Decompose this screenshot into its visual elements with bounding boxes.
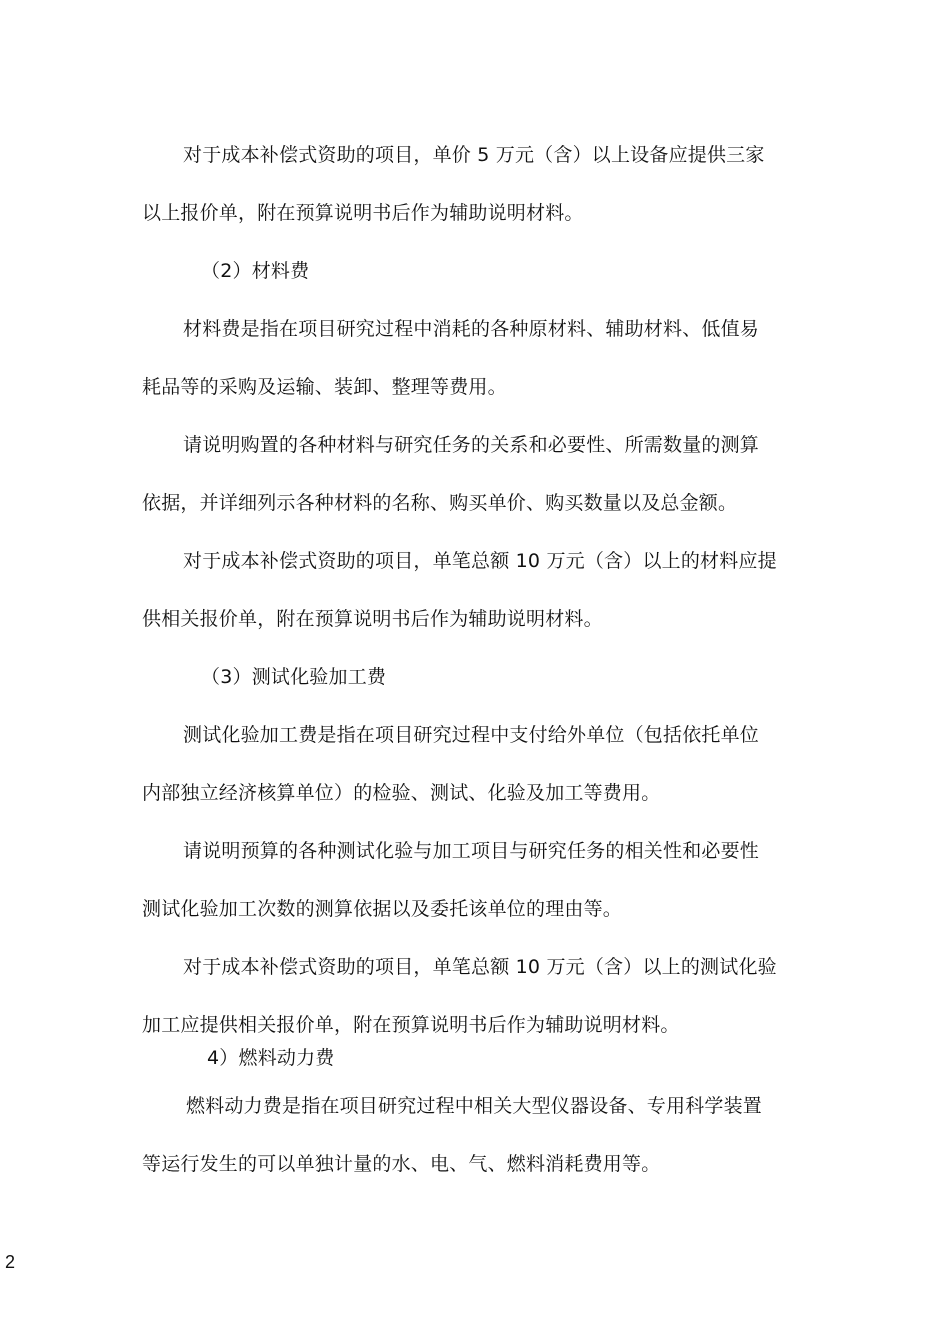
- body-line-4: 材料费是指在项目研究过程中消耗的各种原材料、辅助材料、低值易: [183, 318, 760, 340]
- body-line-1: 对于成本补偿式资助的项目，单价 5 万元（含）以上设备应提供三家: [183, 144, 765, 166]
- body-line-15: 对于成本补偿式资助的项目，单笔总额 10 万元（含）以上的测试化验: [183, 956, 777, 978]
- body-line-8: 对于成本补偿式资助的项目，单笔总额 10 万元（含）以上的材料应提: [183, 550, 777, 572]
- body-line-6: 请说明购置的各种材料与研究任务的关系和必要性、所需数量的测算: [183, 434, 760, 456]
- body-line-16: 加工应提供相关报价单，附在预算说明书后作为辅助说明材料。: [142, 1014, 680, 1036]
- body-line-7: 依据，并详细列示各种材料的名称、购买单价、购买数量以及总金额。: [142, 492, 738, 514]
- body-line-19: 等运行发生的可以单独计量的水、电、气、燃料消耗费用等。: [142, 1153, 661, 1175]
- section-heading-fuel-power: 4）燃料动力费: [207, 1047, 335, 1069]
- body-line-9: 供相关报价单，附在预算说明书后作为辅助说明材料。: [142, 608, 603, 630]
- body-line-13: 请说明预算的各种测试化验与加工项目与研究任务的相关性和必要性: [183, 840, 760, 862]
- section-heading-testing: （3）测试化验加工费: [201, 666, 387, 688]
- page-number: 2: [5, 1252, 16, 1272]
- body-line-2: 以上报价单，附在预算说明书后作为辅助说明材料。: [142, 202, 584, 224]
- body-line-14: 测试化验加工次数的测算依据以及委托该单位的理由等。: [142, 898, 623, 920]
- body-line-11: 测试化验加工费是指在项目研究过程中支付给外单位（包括依托单位: [183, 724, 760, 746]
- body-line-12: 内部独立经济核算单位）的检验、测试、化验及加工等费用。: [142, 782, 661, 804]
- section-heading-materials: （2）材料费: [201, 260, 310, 282]
- body-line-18: 燃料动力费是指在项目研究过程中相关大型仪器设备、专用科学装置: [186, 1095, 763, 1117]
- body-line-5: 耗品等的采购及运输、装卸、整理等费用。: [142, 376, 507, 398]
